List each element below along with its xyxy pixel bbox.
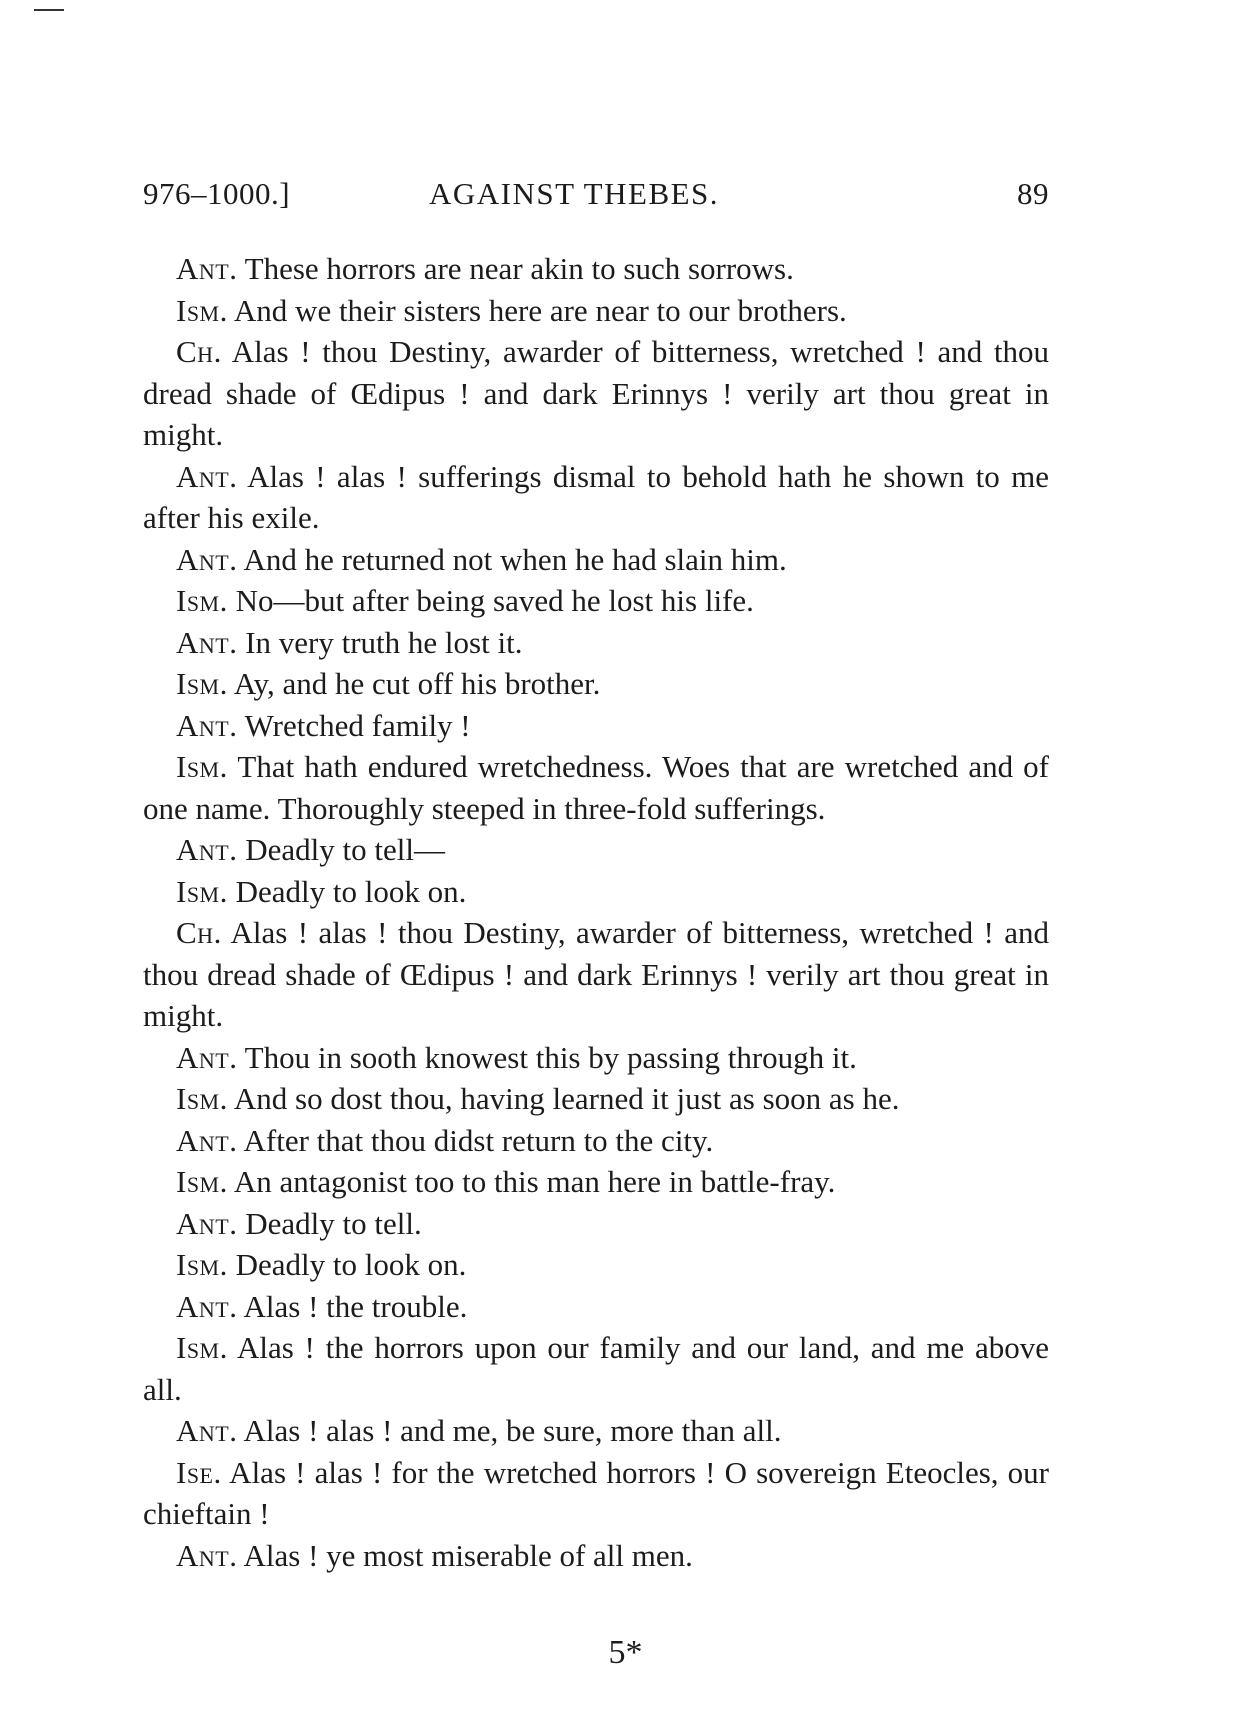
dialogue-body <box>143 248 1049 1576</box>
line-text: After that thou didst return to the city. <box>237 1122 714 1158</box>
dialogue-line <box>143 1452 1049 1535</box>
dialogue-line <box>143 1120 1049 1162</box>
speaker-name: Ant. <box>176 541 238 577</box>
dialogue-line <box>143 912 1049 1037</box>
dialogue-line <box>143 1327 1049 1410</box>
dialogue-line <box>143 1286 1049 1328</box>
signature-mark: 5* <box>608 1634 643 1671</box>
line-text: Deadly to look on. <box>227 873 467 909</box>
dialogue-line <box>143 705 1049 747</box>
line-text: Alas ! alas ! for the wretched horrors ! O sovereign Eteocles, our chieftain ! <box>143 1454 1049 1531</box>
speaker-name: Ism. <box>176 583 228 618</box>
dialogue-line <box>143 248 1049 290</box>
speaker-name: Ism. <box>176 873 228 909</box>
dialogue-line <box>143 456 1049 539</box>
dialogue-line <box>143 871 1049 913</box>
line-text: An antagonist too to this man here in battle-fray. <box>227 1164 836 1199</box>
line-text: Deadly to tell. <box>237 1205 422 1241</box>
line-text: And we their sisters here are near to our brothers. <box>227 292 847 328</box>
line-text: Alas ! alas ! and me, be sure, more than all. <box>237 1413 782 1448</box>
speaker-name: Ant. <box>176 1288 238 1324</box>
speaker-name: Ant. <box>176 1122 238 1158</box>
dialogue-line <box>143 1410 1049 1452</box>
speaker-name: Ism. <box>176 1081 228 1116</box>
line-text: And so dost thou, having learned it just as soon as he. <box>227 1081 900 1116</box>
page-title: AGAINST THEBES. <box>429 176 720 211</box>
dialogue-line <box>143 1161 1049 1203</box>
line-text: Wretched family ! <box>237 707 471 743</box>
dialogue-line <box>143 1535 1049 1577</box>
dialogue-line <box>143 1078 1049 1120</box>
speaker-name: Ism. <box>176 1164 228 1199</box>
speaker-name: Ch. <box>176 915 222 950</box>
dialogue-line <box>143 829 1049 871</box>
speaker-name: Ism. <box>176 1247 228 1282</box>
line-text: And he returned not when he had slain him. <box>237 541 787 577</box>
dialogue-line <box>143 580 1049 622</box>
line-text: Alas ! thou Destiny, awarder of bitterness, wretched ! and thou dread shade of Œdipus ! and dark Erinnys ! verily art thou great in might. <box>143 334 1049 452</box>
speaker-name: Ism. <box>176 749 228 784</box>
running-head <box>143 176 1049 220</box>
line-text: In very truth he lost it. <box>237 624 523 660</box>
line-text: Thou in sooth knowest this by passing through it. <box>237 1039 857 1075</box>
speaker-name: Ant. <box>176 624 238 660</box>
page-number: 89 <box>1017 176 1049 211</box>
line-text: Alas ! alas ! thou Destiny, awarder of bitterness, wretched ! and thou dread shade of Œdipus ! and dark Erinnys ! verily art thou great in might. <box>143 915 1049 1033</box>
dialogue-line <box>143 1203 1049 1245</box>
line-text: Alas ! the trouble. <box>237 1288 468 1324</box>
page-corner-mark <box>34 9 64 11</box>
line-text: That hath endured wretchedness. Woes that are wretched and of one name. Thoroughly steeped in three-fold sufferings. <box>143 749 1049 826</box>
speaker-name: Ant. <box>176 1537 238 1573</box>
dialogue-line <box>143 1037 1049 1079</box>
dialogue-line <box>143 622 1049 664</box>
line-text: Alas ! ye most miserable of all men. <box>237 1537 693 1573</box>
speaker-name: Ant. <box>176 1039 238 1075</box>
line-text: Alas ! alas ! sufferings dismal to behold hath he shown to me after his exile. <box>143 458 1049 535</box>
dialogue-line <box>143 663 1049 705</box>
line-text: These horrors are near akin to such sorrows. <box>237 251 794 286</box>
speaker-name: Ism. <box>176 1330 228 1365</box>
line-text: Deadly to tell— <box>237 832 445 867</box>
speaker-name: Ant. <box>176 707 238 743</box>
dialogue-line <box>143 746 1049 829</box>
speaker-name: Ant. <box>176 1205 238 1241</box>
line-text: Deadly to look on. <box>227 1247 467 1282</box>
speaker-name: Ant. <box>176 251 238 286</box>
speaker-name: Ant. <box>176 458 238 494</box>
dialogue-line <box>143 290 1049 332</box>
speaker-name: Ism. <box>176 292 228 328</box>
dialogue-line <box>143 539 1049 581</box>
line-text: Ay, and he cut off his brother. <box>227 666 601 701</box>
line-text: Alas ! the horrors upon our family and our land, and me above all. <box>143 1330 1049 1407</box>
dialogue-line <box>143 1244 1049 1286</box>
dialogue-line <box>143 331 1049 456</box>
speaker-name: Ism. <box>176 666 228 701</box>
speaker-name: Ant. <box>176 1413 238 1448</box>
line-text: No—but after being saved he lost his life. <box>227 583 754 618</box>
speaker-name: Ch. <box>176 334 222 369</box>
speaker-name: Ise. <box>176 1454 222 1490</box>
speaker-name: Ant. <box>176 832 238 867</box>
line-range: 976–1000.] <box>143 176 291 211</box>
